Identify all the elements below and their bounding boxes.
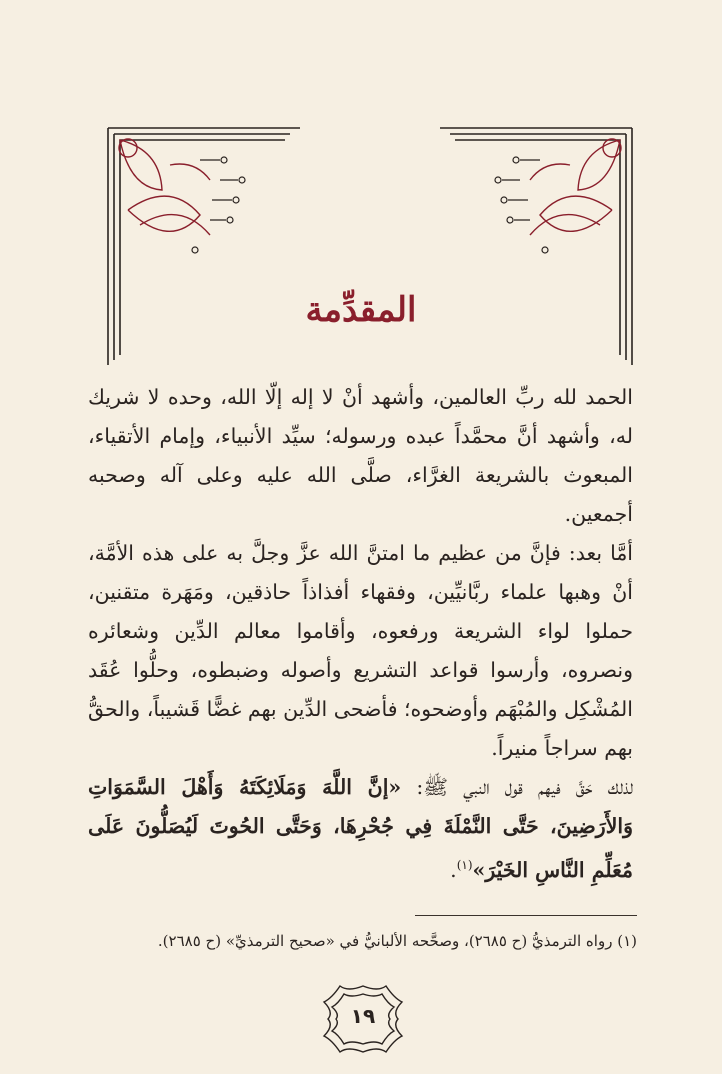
section-title: المقدِّمة bbox=[305, 290, 417, 330]
page-number: ١٩ bbox=[350, 1004, 376, 1028]
hadith-lead: لذلك حَقَّ فيهم قول النبي ﷺ: bbox=[401, 775, 634, 799]
ornamental-frame bbox=[100, 120, 640, 370]
hadith-text: «إنَّ اللَّهَ وَمَلَائِكَتَهُ وَأَهْلَ السَّمَوَاتِ وَالأَرَضِينَ، حَتَّى النَّمْلَةَ فِي جُحْرِهَا، وَحَتَّى الحُوتَ لَيُصَلُّونَ عَلَى مُعَلِّمِ النَّاسِ الخَيْرَ» bbox=[88, 775, 633, 882]
page-number-ornament bbox=[318, 982, 408, 1056]
paragraph-opening: الحمد لله ربِّ العالمين، وأشهد أنْ لا إله إلّا الله، وحده لا شريك له، وأشهد أنَّ محمَّداً عبده ورسوله؛ سيِّد الأنبياء، وإمام الأتقياء، المبعوث بالشريعة الغرَّاء، صلَّى الله عليه وعلى آله وصحبه أجمعين. bbox=[88, 385, 633, 526]
left-corner-ornament bbox=[119, 139, 210, 235]
paragraph-main: أمَّا بعد: فإنَّ من عظيم ما امتنَّ الله عزَّ وجلَّ به على هذه الأمَّة، أنْ وهبها علماء ربَّانيِّين، وفقهاء أفذاذاً حاذقين، ومَهَرة متقنين، حملوا لواء الشريعة ورفعوه، وأقاموا معالم الدِّين وشعائره ونصروه، وأرسوا قواعد التشريع وأصوله وضبطوه، وحلُّوا عُقَد المُشْكِل والمُبْهَم وأوضحوه؛ فأضحى الدِّين بهم غضًّا قَشيباً، والحقُّ بهم سراجاً منيراً. bbox=[88, 541, 633, 760]
body-text bbox=[88, 378, 633, 890]
right-corner-ornament bbox=[530, 139, 621, 235]
footnote-ref[interactable]: (١) bbox=[456, 858, 473, 872]
paragraph-hadith bbox=[88, 768, 633, 890]
hadith-end: . bbox=[450, 857, 457, 882]
footnote: (١) رواه الترمذيُّ (ح ٢٦٨٥)، وصحَّحه الألبانيُّ في «صحيح الترمذيِّ» (ح ٢٦٨٥). bbox=[157, 932, 637, 950]
footnote-divider bbox=[415, 915, 637, 916]
